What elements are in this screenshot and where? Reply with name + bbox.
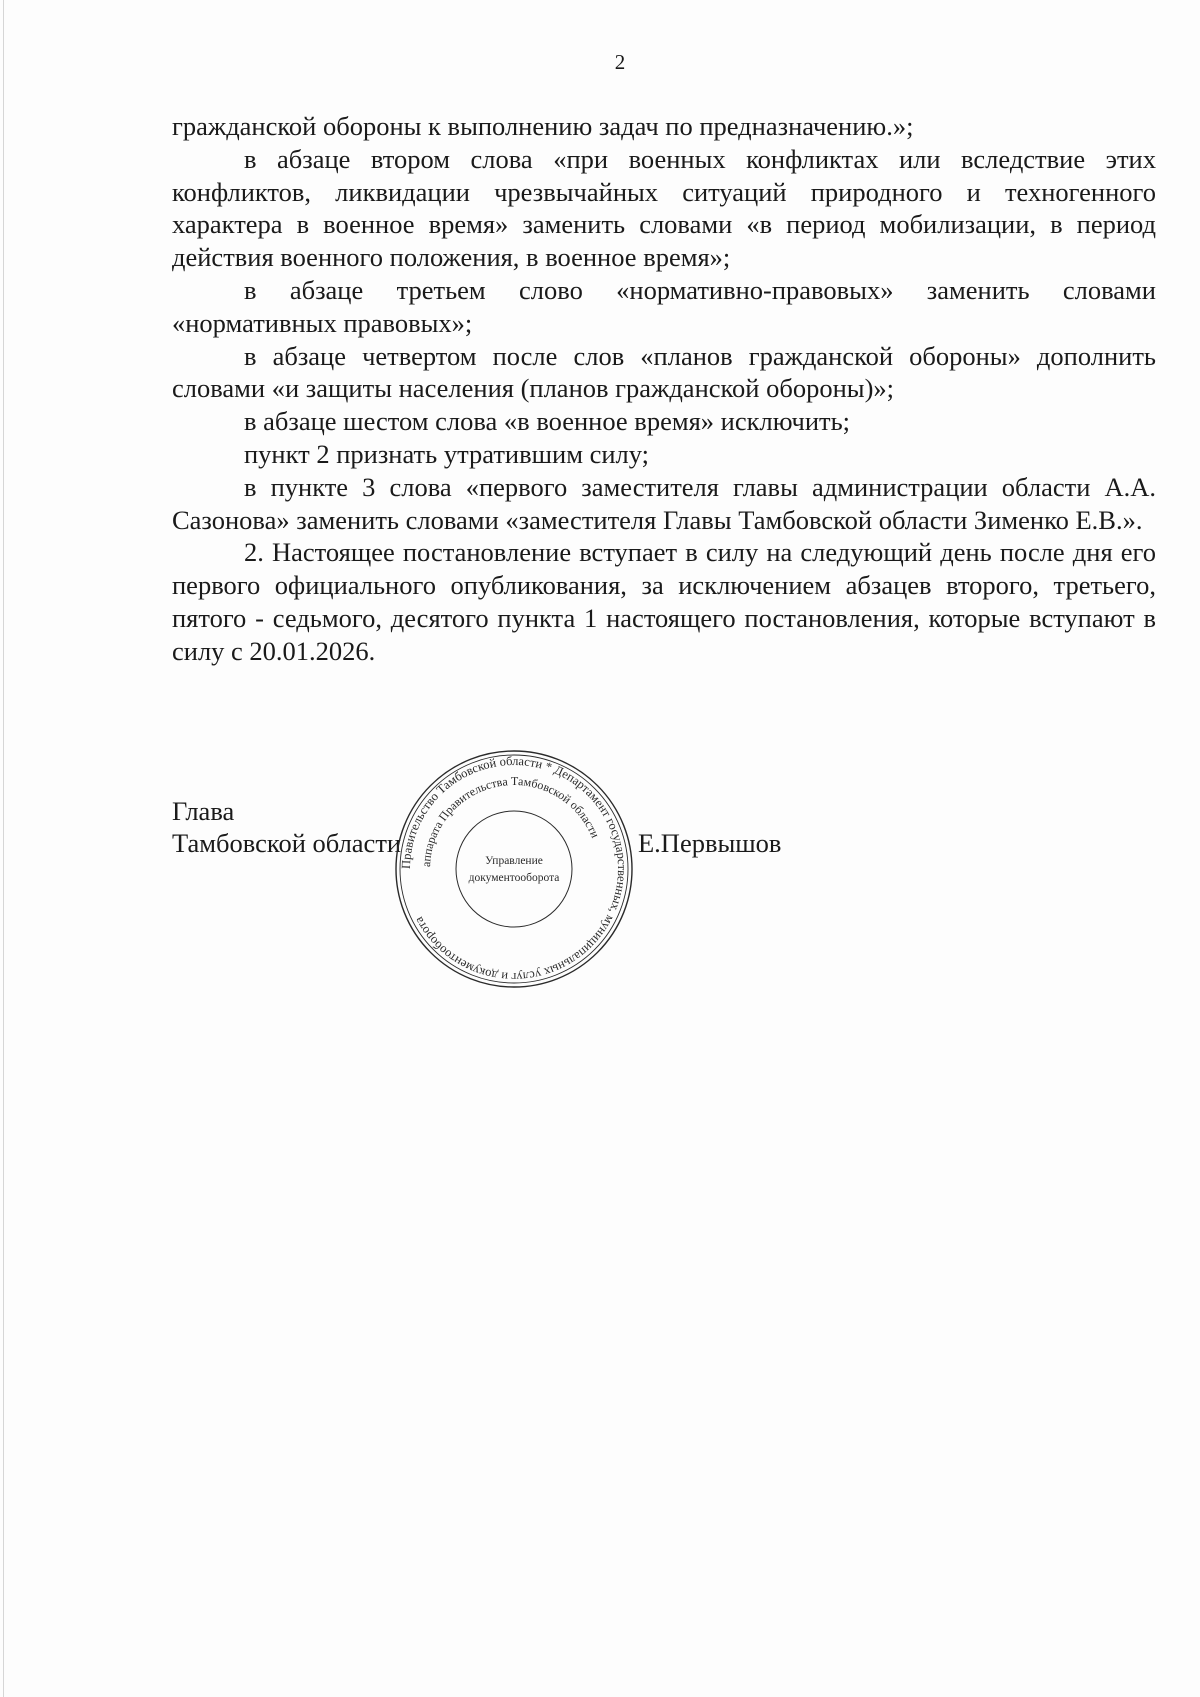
paragraph-amendment-third: в абзаце третьем слово «нормативно-правовых» заменить словами «нормативных правовых»;: [172, 274, 1156, 338]
paragraph-continuation: гражданской обороны к выполнению задач по предназначению.»;: [172, 111, 914, 141]
signatory-position-line2: Тамбовской области: [172, 828, 402, 858]
stamp-inner-ring: [456, 811, 572, 927]
document-body: [172, 110, 1156, 668]
paragraph-amendment-fourth: в абзаце четвертом после слов «планов гражданской обороны» дополнить словами «и защиты населения (планов гражданской обороны)»;: [172, 340, 1156, 404]
paragraph-point-three: в пункте 3 слова «первого заместителя главы администрации области А.А. Сазонова» заменить словами «заместителя Главы Тамбовской области Зименко Е.В.».: [172, 471, 1156, 535]
paragraph-amendment-sixth: в абзаце шестом слова «в военное время» исключить;: [244, 406, 851, 437]
paragraph-effective-date: 2. Настоящее постановление вступает в силу на следующий день после дня его первого официального опубликования, за исключением абзацев второго, третьего, пятого - седьмого, десятого пункта 1 настоящего постановления, которые вступают в силу с 20.01.2026.: [172, 537, 1156, 666]
official-stamp: [393, 748, 635, 990]
paragraph-point-two: пункт 2 признать утратившим силу;: [244, 438, 650, 469]
page-number: 2: [614, 50, 626, 74]
stamp-inner-text: аппарата Правительства Тамбовской области: [418, 773, 603, 868]
signatory-position-line1: Глава: [172, 796, 235, 826]
paragraph-amendment-second: в абзаце втором слова «при военных конфликтах или вследствие этих конфликтов, ликвидации чрезвычайных ситуаций природного и техногенного характера в военное время» заменить словами «в период мобилизации, в период действия военного положения, в военное время»;: [172, 143, 1156, 273]
stamp-center-line2: документооборота: [468, 872, 560, 884]
scan-edge-line: [3, 0, 4, 1697]
stamp-outer-text: Правительство Тамбовской области * Департамент государственных, муниципальных услуг и документооборота: [398, 753, 630, 985]
stamp-center-line1: Управление: [485, 855, 543, 867]
signatory-name: Е.Первышов: [638, 828, 782, 858]
